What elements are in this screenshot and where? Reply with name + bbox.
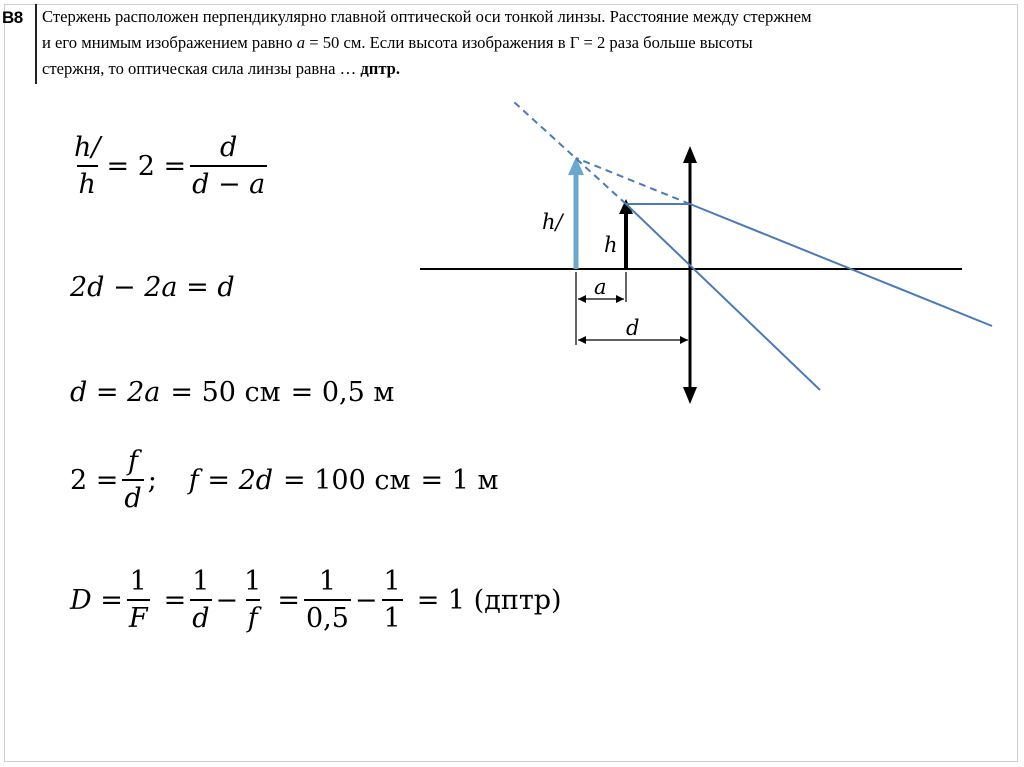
- problem-line-1: Стержень расположен перпендикулярно главной оптической оси тонкой линзы. Расстояние между стержнем: [42, 7, 812, 26]
- fraction-f-over-d: $\frac{f}{d}$: [124, 446, 142, 514]
- equation-2: 2d − 2a = d: [70, 272, 235, 303]
- label-image-height: h/: [542, 210, 563, 234]
- equation-magnification: $\frac{h/}{h}$ = 2 = $\frac{d}{d - a}$: [74, 132, 266, 200]
- lens-arrow-top: [683, 146, 697, 163]
- problem-line-2: и его мнимым изображением равно a = 50 см. Если высота изображения в Γ = 2 раза больше высоты: [42, 33, 753, 52]
- problem-number: В8: [2, 8, 23, 27]
- fraction-h-ratio: $\frac{h/}{h}$: [74, 132, 101, 200]
- equation-3: d = 2a = 50 см = 0,5 м: [70, 377, 395, 408]
- label-object-height: h: [604, 233, 618, 257]
- equation-5: D = $\frac{1}{F}$ = $\frac{1}{d}$ − $\frac{1}{f}$ = $\frac{1}{0,5}$ − $\frac{1}{1}$ = 1 (дптр): [70, 566, 562, 634]
- fraction-d-ratio: $\frac{d}{d - a}$: [192, 132, 266, 200]
- label-a: a: [594, 275, 607, 299]
- problem-line-3: стержня, то оптическая сила линзы равна … дптр.: [42, 59, 401, 78]
- object-arrowhead: [619, 199, 633, 214]
- lens-arrow-bottom: [683, 387, 697, 404]
- label-d: d: [626, 316, 640, 340]
- ray-extension-1: [576, 158, 690, 204]
- ray-extension-2: [514, 102, 626, 204]
- ray-center: [626, 204, 820, 390]
- equation-4: 2 = $\frac{f}{d}$ ; f = 2d = 100 см = 1 м: [70, 446, 499, 514]
